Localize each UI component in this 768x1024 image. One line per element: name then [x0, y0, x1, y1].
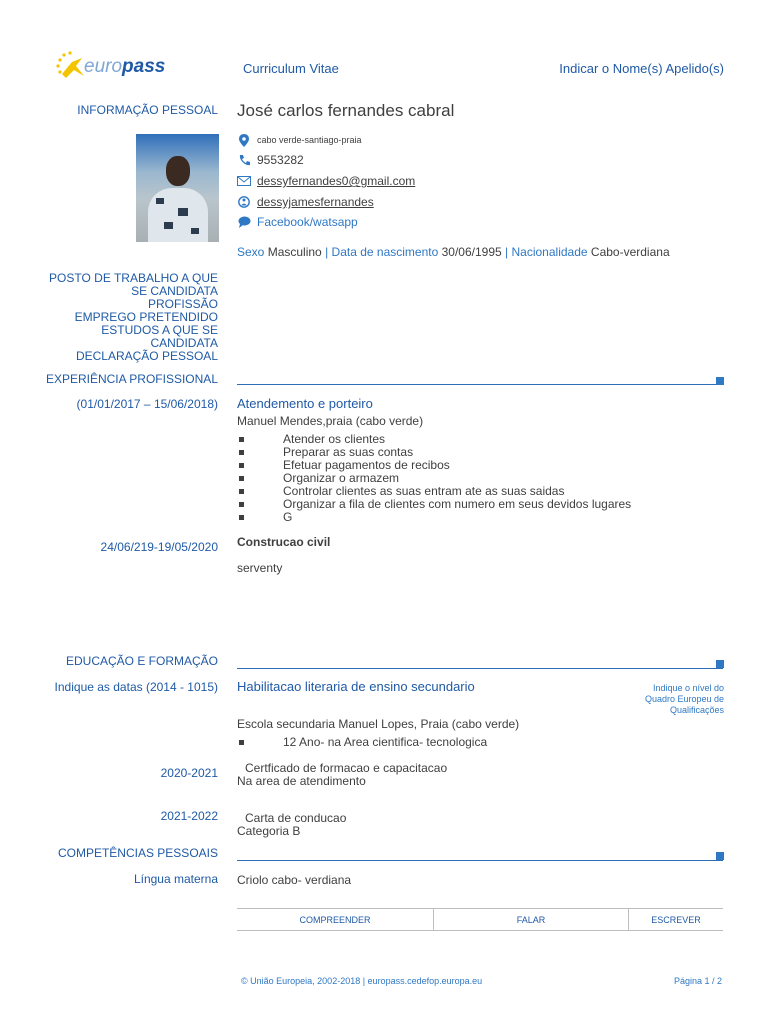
- skills-section-label: COMPETÊNCIAS PESSOAIS: [57, 846, 218, 860]
- bullet-icon: [239, 463, 244, 468]
- bullet-icon: [239, 740, 244, 745]
- name-placeholder: Indicar o Nome(s) Apelido(s): [559, 61, 724, 76]
- bullet-icon: [239, 437, 244, 442]
- dob-label: Data de nascimento: [331, 245, 439, 259]
- phone-row: [237, 153, 304, 167]
- skills-section-line: [237, 860, 723, 861]
- job2-dates: 24/06/219-19/05/2020: [100, 540, 218, 554]
- website-icon: [237, 195, 251, 209]
- separator: |: [505, 245, 509, 259]
- position-label-line: CANDIDATA: [150, 336, 218, 350]
- position-label-line: POSTO DE TRABALHO A QUE: [49, 271, 218, 285]
- profile-photo: [136, 134, 219, 242]
- footer-page-number: Página 1 / 2: [673, 976, 722, 986]
- list-item: [237, 511, 631, 524]
- column-header-speaking: FALAR: [434, 909, 629, 930]
- nationality-label: Nacionalidade: [511, 245, 588, 259]
- email-row[interactable]: [237, 174, 415, 188]
- bullet-icon: [239, 515, 244, 520]
- edu1-title: Habilitacao literaria de ensino secundario: [237, 679, 475, 694]
- position-label-line: EMPREGO PRETENDIDO: [74, 310, 218, 324]
- task-text: Organizar o armazem: [283, 471, 400, 485]
- dob-value: 30/06/1995: [441, 245, 502, 259]
- task-text: Organizar a fila de clientes com numero em seus devidos lugares: [283, 497, 632, 511]
- education-section-line: [237, 668, 723, 669]
- document-title: Curriculum Vitae: [243, 61, 339, 76]
- column-header-understanding: COMPREENDER: [237, 909, 434, 930]
- edu1-detail-item: [237, 736, 487, 749]
- bullet-icon: [239, 502, 244, 507]
- job1-employer: Manuel Mendes,praia (cabo verde): [237, 414, 424, 428]
- position-label: [49, 272, 218, 363]
- bullet-icon: [239, 476, 244, 481]
- job2-title: Construcao civil: [237, 535, 331, 549]
- phone-text: 9553282: [257, 153, 304, 167]
- experience-section-label: EXPERIÊNCIA PROFISSIONAL: [45, 372, 218, 386]
- separator: |: [325, 245, 329, 259]
- eqf-note-line: Quadro Europeu de: [644, 694, 724, 704]
- phone-icon: [237, 153, 251, 167]
- list-item: [237, 498, 631, 511]
- task-text: Controlar clientes as suas entram ate as suas saidas: [283, 484, 565, 498]
- eqf-note-line: Indique o nível do: [652, 683, 724, 693]
- logo-text-euro: euro: [84, 56, 123, 77]
- experience-section-marker: [716, 377, 724, 385]
- task-text: Efetuar pagamentos de recibos: [283, 458, 450, 472]
- chat-bubble-icon: [237, 215, 251, 229]
- education-section-marker: [716, 660, 724, 668]
- edu3-dates: 2021-2022: [160, 809, 218, 823]
- nationality-value: Cabo-verdiana: [590, 245, 670, 259]
- job1-task-list: [237, 433, 631, 524]
- bullet-icon: [239, 450, 244, 455]
- job1-title: Atendemento e porteiro: [237, 396, 373, 411]
- eqf-level-note: [645, 683, 724, 716]
- mother-tongue-label: Língua materna: [133, 872, 218, 886]
- edu2-line2: Na area de atendimento: [237, 774, 366, 788]
- footer-copyright: © União Europeia, 2002-2018 | europass.cedefop.europa.eu: [241, 976, 483, 986]
- experience-section-line: [237, 384, 723, 385]
- position-label-line: PROFISSÃO: [147, 297, 218, 311]
- job1-dates: (01/01/2017 – 15/06/2018): [76, 397, 218, 411]
- sex-label: Sexo: [237, 245, 265, 259]
- sex-value: Masculino: [267, 245, 322, 259]
- skills-section-marker: [716, 852, 724, 860]
- website-link[interactable]: dessyjamesfernandes: [257, 195, 374, 209]
- address-text: cabo verde-santiago-praia: [257, 135, 362, 145]
- edu3-line1: Carta de conducao: [245, 811, 347, 825]
- edu3-line2: Categoria B: [237, 824, 301, 838]
- position-label-line: ESTUDOS A QUE SE: [101, 323, 218, 337]
- location-pin-icon: [237, 133, 251, 147]
- messaging-row: [237, 215, 358, 229]
- email-link[interactable]: dessyfernandes0@gmail.com: [257, 174, 416, 188]
- personal-info-label: INFORMAÇÃO PESSOAL: [77, 103, 218, 117]
- email-icon: [237, 174, 251, 188]
- logo-text-pass: pass: [122, 56, 166, 77]
- task-text: G: [283, 510, 293, 524]
- personal-details-line: [237, 245, 670, 259]
- education-section-label: EDUCAÇÃO E FORMAÇÃO: [65, 654, 218, 668]
- edu1-school: Escola secundaria Manuel Lopes, Praia (cabo verde): [237, 717, 520, 731]
- bullet-icon: [239, 489, 244, 494]
- full-name: José carlos fernandes cabral: [237, 101, 455, 120]
- website-row[interactable]: [237, 195, 374, 209]
- mother-tongue-value: Criolo cabo- verdiana: [237, 873, 352, 887]
- task-text: Preparar as suas contas: [283, 445, 414, 459]
- edu1-dates: Indique as datas (2014 - 1015): [54, 680, 218, 694]
- europass-logo: [54, 50, 164, 82]
- edu2-line1: Certficado de formacao e capacitacao: [245, 761, 448, 775]
- position-label-line: DECLARAÇÃO PESSOAL: [75, 349, 218, 363]
- task-text: Atender os clientes: [283, 432, 386, 446]
- address-row: [237, 133, 362, 147]
- edu1-detail-text: 12 Ano- na Area cientifica- tecnologica: [283, 735, 488, 749]
- position-label-line: SE CANDIDATA: [131, 284, 218, 298]
- messaging-text: Facebook/watsapp: [257, 215, 358, 229]
- edu2-dates: 2020-2021: [160, 766, 218, 780]
- language-skills-table-header: [237, 908, 723, 931]
- job2-role: serventy: [237, 561, 283, 575]
- eqf-note-line: Qualificações: [669, 705, 724, 715]
- column-header-writing: ESCREVER: [651, 914, 701, 925]
